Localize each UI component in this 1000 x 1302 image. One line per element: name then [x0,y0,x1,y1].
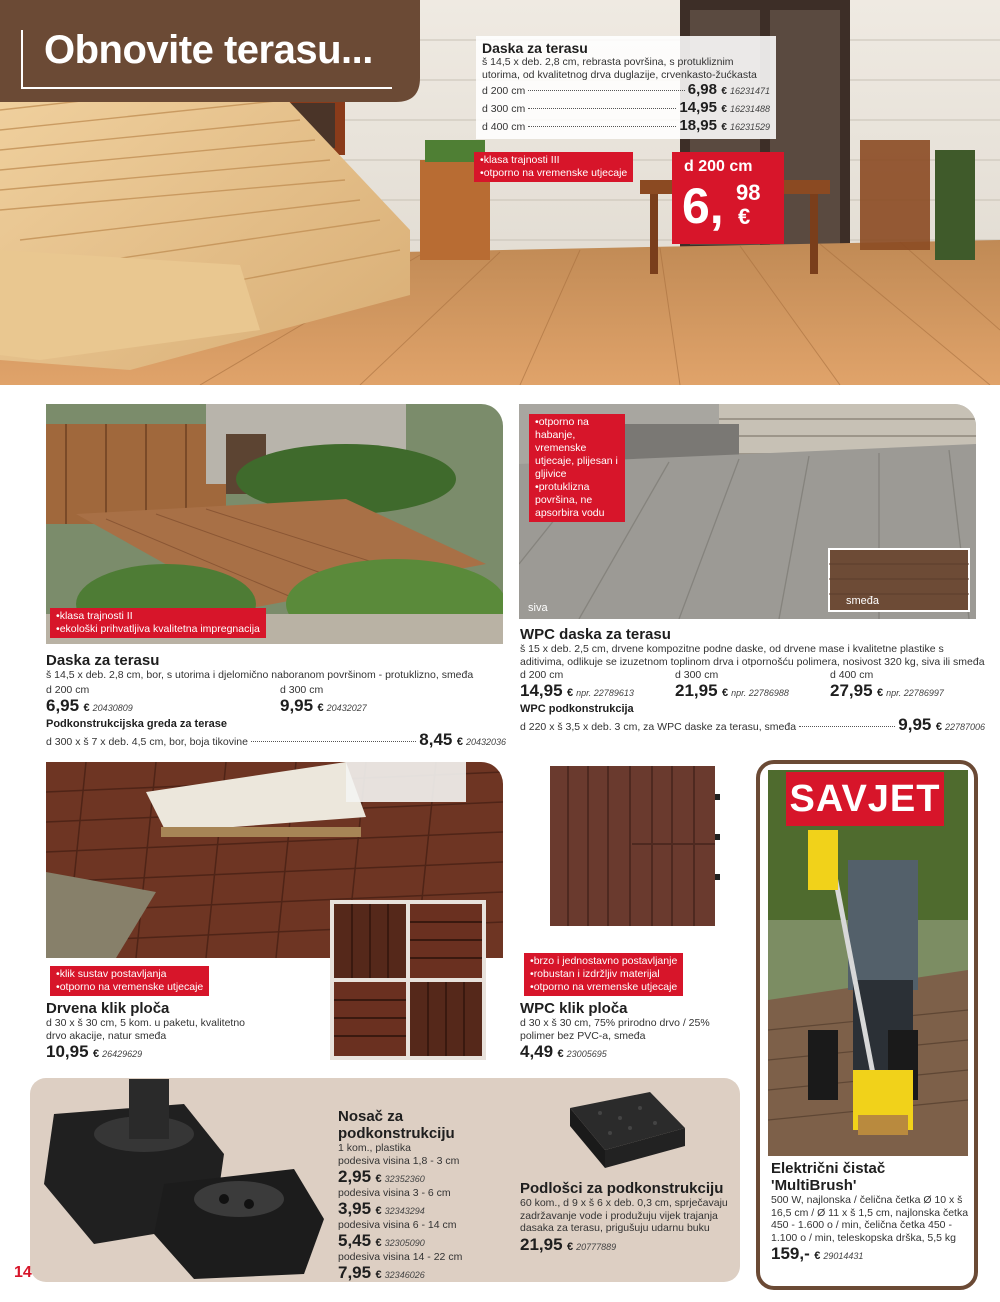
deck-info [46,652,506,750]
variant: d 200 cm 14,95 € npr. 22789613 [520,669,634,700]
variant-list [482,81,770,135]
product-title: WPC daska za terasu [520,626,671,643]
product-description: š 15 x deb. 2,5 cm, drvene kompozitne podne daske, od drvene mase i kvalitetne plastike s aditivima, odlikuje se izuzetnom toplinom drva i otpornošću polimera, nosivost 320 kg, siva ili smeđa [520,643,985,668]
variant-list [46,684,506,716]
price-badge [672,152,784,244]
deck-bullets: • klasa trajnosti II • ekološki prihvatljiva kvalitetna impregnacija [50,608,266,638]
variant: podesiva visina 6 - 14 cm 5,45 € 32305090 [338,1218,457,1250]
variant: podesiva visina 3 - 6 cm 3,95 € 32343294 [338,1186,451,1218]
support-photo [34,1074,334,1284]
savjet-info: Električni čistač 'MultiBrush' 500 W, najlonska / čelična četka Ø 10 x š 16,5 cm / Ø 11 x š 1,5 cm, najlonska četka 450 - 1.600 o / min, čelična četka 450 - 1.100 o / min, teleskopska drška, 5,5 kg 159,- € 29014431 [771,1160,971,1264]
product-title: Nosač za podkonstrukciju [338,1108,455,1142]
product-description: š 14,5 x deb. 2,8 cm, rebrasta površina, s protukliznim utorima, od kvalitetnog drva duglazije, crvenkasto-žućkasta [482,56,757,81]
product-title: WPC klik ploča [520,1000,628,1017]
page-number: 14 [14,1264,32,1281]
wpc-klik-photo [548,764,720,934]
variant: d 300 cm 9,95 € 20432027 [280,683,367,715]
variant: d 200 cm 6,95 € 20430809 [46,683,133,715]
wpc-bullets: • otporno na habanje, vremenske utjecaje, plijesan i gljivice • protuklizna površina, ne apsorbira vodu [529,414,625,522]
klik-tile-photo [330,900,486,1060]
product-description: 500 W, najlonska / čelična četka Ø 10 x š 16,5 cm / Ø 11 x š 1,5 cm, najlonska četka 450 - 1.600 o / min, čelična četka 450 - 1.100 o / min, teleskopska drška, 5,5 kg [771,1194,969,1244]
product-description: d 30 x š 30 cm, 75% prirodno drvo / 25% polimer bez PVC-a, smeđa [520,1017,710,1042]
hero-product [476,36,776,139]
pad-photo [560,1088,690,1172]
variant-list [520,669,985,701]
product-description: 1 kom., plastika [338,1142,411,1154]
badge-currency: € [738,204,751,229]
badge-size: d 200 cm [684,158,753,175]
product-title: Podlošci za podkonstrukciju [520,1180,724,1197]
banner-text: SAVJET [789,777,941,820]
podlosci-info: Podlošci za podkonstrukciju 60 kom., d 9 x š 6 x deb. 0,3 cm, sprječavaju zadržavanje vode i produžuju vijek trajanja dasaka za terasu, prigušuju udarnu buku 21,95 € 20777889 [520,1180,735,1255]
swatch-brown-label: smeđa [846,595,880,607]
product-description: 60 kom., d 9 x š 6 x deb. 0,3 cm, sprječavaju zadržavanje vode i produžuju vijek trajanja dasaka za terasu, prigušuju udarnu buku [520,1197,728,1234]
sub-title: Podkonstrukcijska greda za terase [46,717,227,730]
nosac-info [338,1108,518,1283]
product-title: Električni čistač 'MultiBrush' [771,1160,886,1194]
swatch-grey-label: siva [528,602,548,614]
wpc-info [520,626,985,735]
variant-row: d 400 cm 18,95 € 16231529 [482,117,770,134]
variant: d 300 cm 21,95 € npr. 22786988 [675,669,789,700]
badge-dec: 98 [736,180,761,205]
product-description: d 30 x š 30 cm, 5 kom. u paketu, kvalitetno drvo akacije, natur smeđa [46,1017,246,1042]
product-description: š 14,5 x deb. 2,8 cm, bor, s utorima i djelomično naboranom površinom - protuklizno, smeđa [46,669,474,681]
sub-title: WPC podkonstrukcija [520,703,634,715]
variant-row: d 200 cm 6,98 € 16231471 [482,81,770,98]
badge-int: 6, [682,178,724,234]
sub-row: d 300 x š 7 x deb. 4,5 cm, bor, boja tikovine 8,45 € 20432036 [46,729,506,749]
product-title: Daska za terasu [46,652,160,669]
klik-info: Drvena klik ploča d 30 x š 30 cm, 5 kom. u paketu, kvalitetno drvo akacije, natur smeđa 10,95 € 26429629 [46,1000,246,1061]
variant: d 400 cm 27,95 € npr. 22786997 [830,669,944,700]
headline: Obnovite terasu... [44,28,373,72]
headline-banner [0,0,420,102]
variant-row: d 300 cm 14,95 € 16231488 [482,99,770,116]
product-title: Daska za terasu [482,40,588,56]
product-title: Drvena klik ploča [46,1000,170,1017]
sub-row: d 220 x š 3,5 x deb. 3 cm, za WPC daske za terasu, smeđa 9,95 € 22787006 [520,715,985,734]
variant: podesiva visina 14 - 22 cm 7,95 € 32346026 [338,1250,463,1282]
savjet-banner [786,772,944,826]
variant: podesiva visina 1,8 - 3 cm 2,95 € 32352360 [338,1154,460,1186]
wpc-klik-bullets: • brzo i jednostavno postavljanje • robustan i izdržljiv materijal • otporno na vremenske utjecaje [524,953,683,996]
variant-list [338,1155,518,1283]
savjet-photo [768,770,968,1156]
hero-bullets: • klasa trajnosti III • otporno na vremenske utjecaje [474,152,633,182]
wpc-klik-info: WPC klik ploča d 30 x š 30 cm, 75% prirodno drvo / 25% polimer bez PVC-a, smeđa 4,49 € 23005695 [520,1000,730,1062]
klik-bullets: • klik sustav postavljanja • otporno na vremenske utjecaje [50,966,209,996]
